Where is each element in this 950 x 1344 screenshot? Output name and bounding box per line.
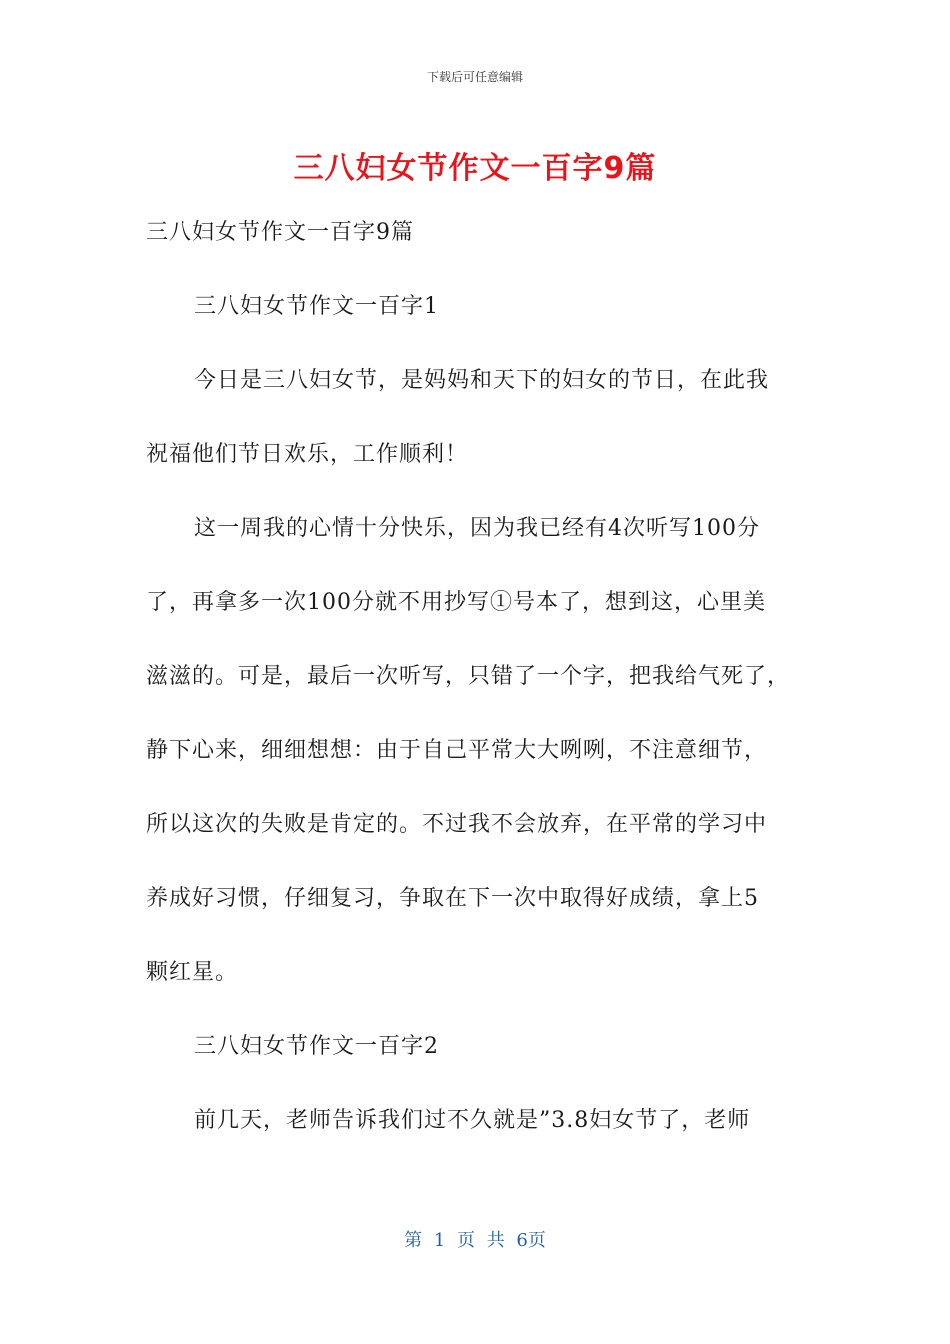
document-body (146, 196, 806, 1158)
header-note: 下载后可任意编辑 (426, 70, 523, 84)
section-heading-1: 三八妇女节作文一百字1 (194, 294, 439, 319)
section-heading-2: 三八妇女节作文一百字2 (194, 1034, 439, 1059)
paragraph-line: 滋滋的。可是，最后一次听写，只错了一个字，把我给气死了， (146, 664, 791, 689)
paragraph-line: 三八妇女节作文一百字9篇 (146, 220, 414, 245)
paragraph-line: 了，再拿多一次100分就不用抄写①号本了，想到这，心里美 (146, 590, 766, 615)
paragraph-line: 祝福他们节日欢乐，工作顺利！ (146, 442, 469, 467)
document-title: 三八妇女节作文一百字9篇 (293, 151, 657, 186)
paragraph-line: 前几天，老师告诉我们过不久就是”3.8妇女节了，老师 (194, 1108, 751, 1133)
paragraph-line: 养成好习惯，仔细复习，争取在下一次中取得好成绩，拿上5 (146, 886, 759, 911)
paragraph-line: 所以这次的失败是肯定的。不过我不会放弃，在平常的学习中 (146, 812, 768, 837)
paragraph-line: 今日是三八妇女节，是妈妈和天下的妇女的节日，在此我 (194, 368, 770, 393)
paragraph-line: 静下心来，细细想想：由于自己平常大大咧咧，不注意细节， (146, 738, 768, 763)
page-indicator: 第 1 页 共 6页 (404, 1230, 546, 1251)
paragraph-line: 这一周我的心情十分快乐，因为我已经有4次听写100分 (194, 516, 760, 541)
paragraph-line: 颗红星。 (146, 960, 239, 985)
